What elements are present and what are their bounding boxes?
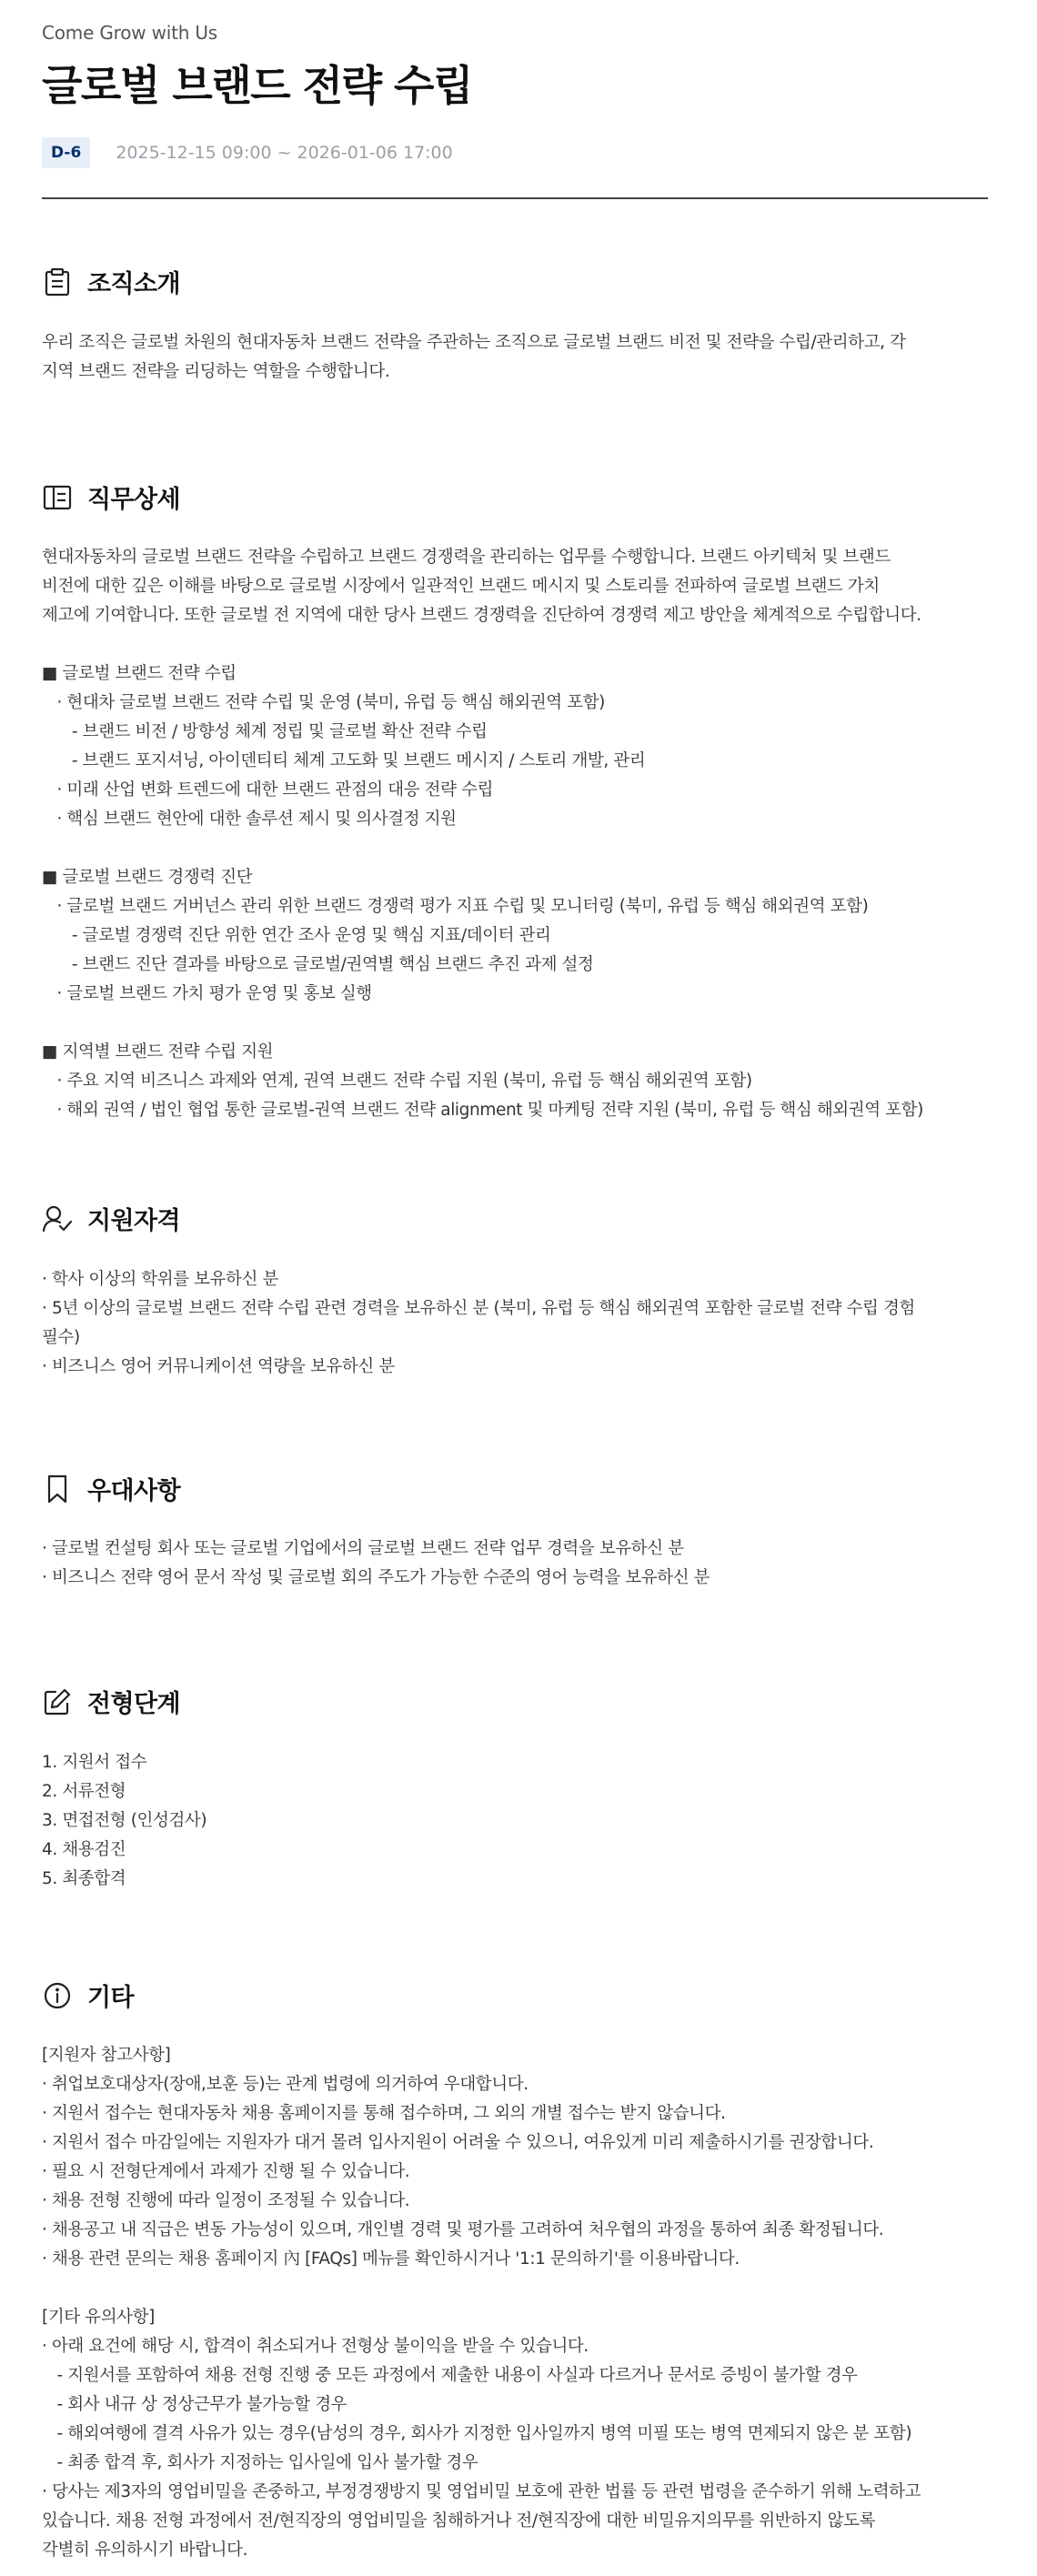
section-header-org [42,264,180,299]
text-line: - 브랜드 진단 결과를 바탕으로 글로벌/권역별 핵심 브랜드 추진 과제 설정 [42,955,594,974]
section-title-steps: 전형단계 [87,1690,180,1718]
section-title-qual: 지원자격 [87,1207,180,1235]
text-line: · 채용 전형 진행에 따라 일정이 조정될 수 있습니다. [42,2191,410,2210]
section-body-steps [42,1748,988,1894]
section-header-pref [42,1471,180,1506]
text-line: 각별히 유의하시기 바랍니다. [42,2541,248,2560]
spacer [42,1009,988,1038]
text-line: · 현대차 글로벌 브랜드 전략 수립 및 운영 (북미, 유럽 등 핵심 해외권역 포함) [42,693,605,712]
section-header-steps [42,1684,180,1719]
text-line: - 브랜드 포지셔닝, 아이덴티티 체계 고도화 및 브랜드 메시지 / 스토리 개발, 관리 [42,751,646,770]
text-line: 우리 조직은 글로벌 차원의 현대자동차 브랜드 전략을 주관하는 조직으로 글로벌 브랜드 비전 및 전략을 수립/관리하고, 각 [42,333,906,352]
text-line: [지원자 참고사항] [42,2046,171,2065]
spacer [42,834,988,863]
list-item: 1. 지원서 접수 [42,1753,147,1772]
spacer [42,2274,988,2303]
section-title-etc: 기타 [87,1984,134,2012]
text-line: - 해외여행에 결격 사유가 있는 경우(남성의 경우, 회사가 지정한 입사일까지 병역 미필 또는 병역 면제되지 않은 분 포함) [42,2424,912,2443]
text-line: - 회사 내규 상 정상근무가 불가능할 경우 [42,2395,347,2414]
text-line: · 핵심 브랜드 현안에 대한 솔루션 제시 및 의사결정 지원 [42,810,457,829]
text-line: 필수) [42,1328,80,1347]
application-period: 2025-12-15 09:00 ~ 2026-01-06 17:00 [116,143,453,163]
text-line: · 해외 권역 / 법인 협업 통한 글로벌-권역 브랜드 전략 alignment 및 마케팅 전략 지원 (북미, 유럽 등 핵심 해외권역 포함) [42,1101,923,1120]
text-line: · 비즈니스 영어 커뮤니케이션 역량을 보유하신 분 [42,1357,395,1376]
text-line: · 글로벌 컨설팅 회사 또는 글로벌 기업에서의 글로벌 브랜드 전략 업무 경력을 보유하신 분 [42,1539,684,1558]
text-line: · 채용공고 내 직급은 변동 가능성이 있으며, 개인별 경력 및 평가를 고려하여 처우협의 과정을 통하여 최종 확정됩니다. [42,2220,884,2239]
section-body-duty [42,543,988,1125]
section-body-etc [42,2041,988,2565]
text-line: ■ 글로벌 브랜드 경쟁력 진단 [42,868,253,887]
text-line: - 글로벌 경쟁력 진단 위한 연간 조사 운영 및 핵심 지표/데이터 관리 [42,926,551,945]
text-line: · 당사는 제3자의 영업비밀을 존중하고, 부정경쟁방지 및 영업비밀 보호에 관한 법률 등 관련 법령을 준수하기 위해 노력하고 [42,2482,921,2501]
edit-icon [42,1686,73,1717]
text-line: [기타 유의사항] [42,2308,155,2327]
section-title-pref: 우대사항 [87,1477,180,1505]
text-line: - 브랜드 비전 / 방향성 체계 정립 및 글로벌 확산 전략 수립 [42,722,488,741]
text-line: · 취업보호대상자(장애,보훈 등)는 관계 법령에 의거하여 우대합니다. [42,2075,529,2094]
text-line: · 지원서 접수 마감일에는 지원자가 대거 몰려 입사지원이 어려울 수 있으니, 여유있게 미리 제출하시기를 권장합니다. [42,2133,874,2152]
text-line: · 학사 이상의 학위를 보유하신 분 [42,1270,279,1289]
person-check-icon [42,1203,73,1234]
dday-badge: D-6 [42,137,90,168]
text-line: 비전에 대한 깊은 이해를 바탕으로 글로벌 시장에서 일관적인 브랜드 메시지 및 스토리를 전파하여 글로벌 브랜드 가치 [42,577,880,596]
text-line: - 최종 합격 후, 회사가 지정하는 입사일에 입사 불가할 경우 [42,2453,478,2472]
text-line: · 아래 요건에 해당 시, 합격이 취소되거나 전형상 불이익을 받을 수 있습니다. [42,2337,589,2356]
list-item: 3. 면접전형 (인성검사) [42,1811,207,1830]
clipboard-icon [42,267,73,297]
posting-meta [42,137,453,168]
text-line: · 채용 관련 문의는 채용 홈페이지 內 [FAQs] 메뉴를 확인하시거나 '1:1 문의하기'를 이용바랍니다. [42,2249,740,2269]
spacer [42,630,988,659]
info-icon [42,1980,73,2011]
list-item: 5. 최종합격 [42,1869,126,1888]
text-line: - 지원서를 포함하여 채용 전형 진행 중 모든 과정에서 제출한 내용이 사실과 다르거나 문서로 증빙이 불가할 경우 [42,2366,858,2385]
text-line: · 비즈니스 전략 영어 문서 작성 및 글로벌 회의 주도가 가능한 수준의 영어 능력을 보유하신 분 [42,1568,710,1587]
section-body-qual [42,1265,988,1382]
text-line: 있습니다. 채용 전형 과정에서 전/현직장의 영업비밀을 침해하거나 전/현직장에 대한 비밀유지의무를 위반하지 않도록 [42,2511,876,2531]
header-subtitle: Come Grow with Us [42,22,218,44]
header-divider [42,197,988,199]
job-detail-icon [42,482,73,513]
text-line: · 주요 지역 비즈니스 과제와 연계, 권역 브랜드 전략 수립 지원 (북미, 유럽 등 핵심 해외권역 포함) [42,1072,752,1091]
text-line: · 필요 시 전형단계에서 과제가 진행 될 수 있습니다. [42,2162,410,2181]
list-item: 4. 채용검진 [42,1840,126,1859]
text-line: · 글로벌 브랜드 거버넌스 관리 위한 브랜드 경쟁력 평가 지표 수립 및 모니터링 (북미, 유럽 등 핵심 해외권역 포함) [42,897,869,916]
section-header-etc [42,1977,134,2013]
text-line: · 5년 이상의 글로벌 브랜드 전략 수립 관련 경력을 보유하신 분 (북미, 유럽 등 핵심 해외권역 포함한 글로벌 전략 수립 경험 [42,1299,915,1318]
bookmark-icon [42,1474,73,1504]
section-header-duty [42,479,180,515]
list-item: 2. 서류전형 [42,1782,126,1801]
text-line: · 글로벌 브랜드 가치 평가 운영 및 홍보 실행 [42,984,372,1003]
text-line: 제고에 기여합니다. 또한 글로벌 전 지역에 대한 당사 브랜드 경쟁력을 진단하여 경쟁력 제고 방안을 체계적으로 수립합니다. [42,606,921,625]
text-line: ■ 지역별 브랜드 전략 수립 지원 [42,1042,274,1062]
text-line: · 미래 산업 변화 트렌드에 대한 브랜드 관점의 대응 전략 수립 [42,780,494,800]
page-title: 글로벌 브랜드 전략 수립 [42,61,472,110]
section-title-org: 조직소개 [87,270,180,298]
section-body-org [42,328,988,387]
section-title-duty: 직무상세 [87,486,180,514]
text-line: · 지원서 접수는 현대자동차 채용 홈페이지를 통해 접수하며, 그 외의 개별 접수는 받지 않습니다. [42,2104,726,2123]
text-line: 현대자동차의 글로벌 브랜드 전략을 수립하고 브랜드 경쟁력을 관리하는 업무를 수행합니다. 브랜드 아키텍처 및 브랜드 [42,548,891,567]
section-body-pref [42,1535,988,1593]
section-header-qual [42,1201,180,1236]
text-line: 지역 브랜드 전략을 리딩하는 역할을 수행합니다. [42,362,390,381]
text-line: ■ 글로벌 브랜드 전략 수립 [42,664,237,683]
